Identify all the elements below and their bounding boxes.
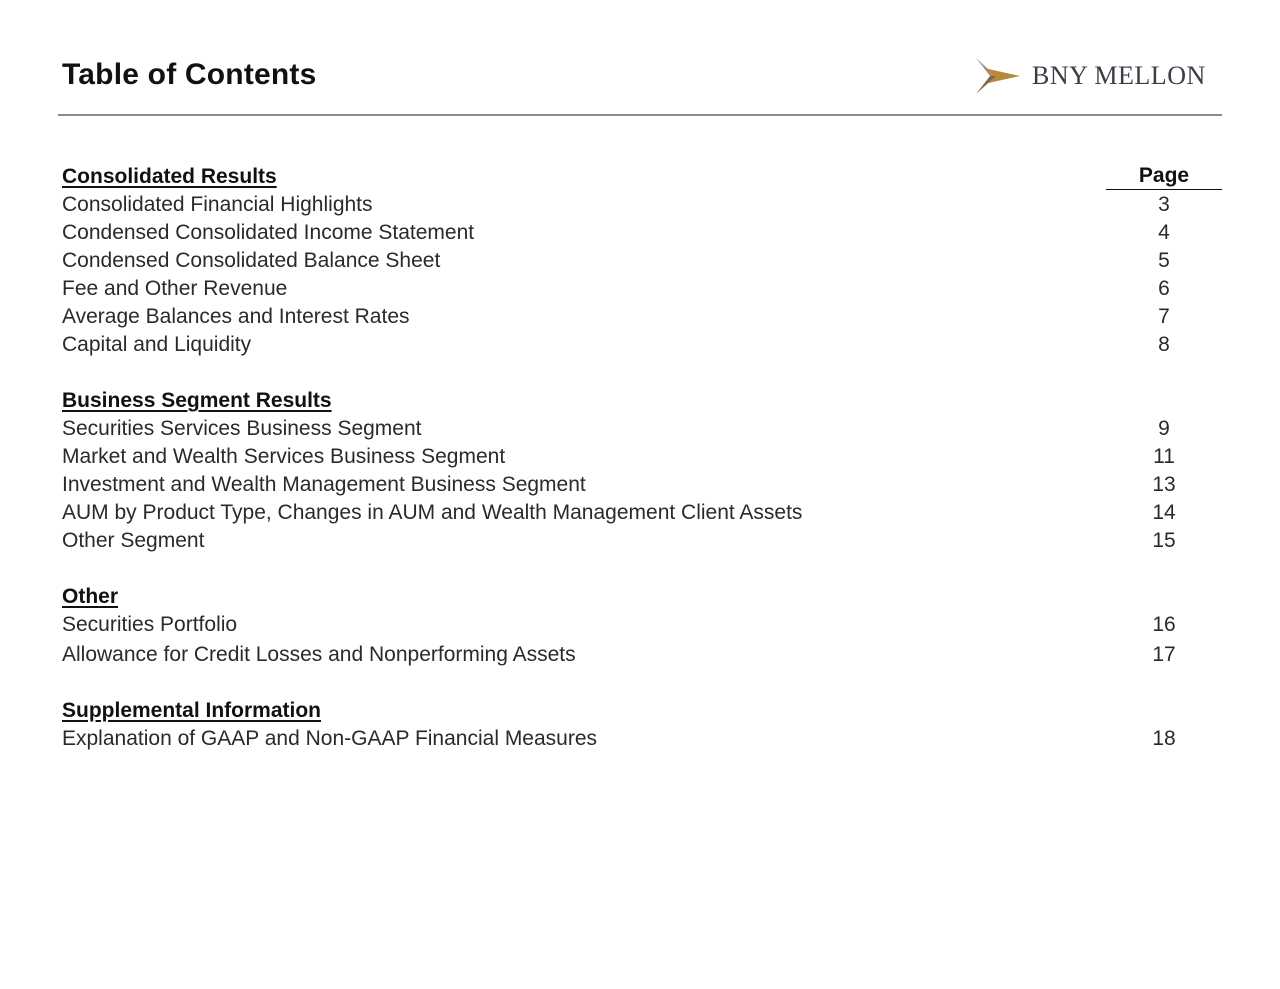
page-title: Table of Contents (62, 58, 317, 91)
toc-entry-page: 5 (1158, 249, 1170, 272)
toc-entry-page: 9 (1158, 417, 1170, 440)
table-of-contents (62, 163, 1222, 753)
section-heading-business-segment-results (62, 387, 1222, 415)
toc-entry-title[interactable]: Securities Portfolio (62, 613, 238, 636)
toc-entry-title[interactable]: Other Segment (62, 529, 205, 552)
toc-entry[interactable] (62, 499, 1222, 527)
toc-entry[interactable] (62, 641, 1222, 669)
section-spacer (62, 359, 1222, 387)
section-title[interactable]: Business Segment Results (62, 389, 332, 412)
toc-entry-title[interactable]: Condensed Consolidated Income Statement (62, 221, 475, 244)
toc-entry-title[interactable]: Capital and Liquidity (62, 333, 252, 356)
toc-entry-page: 15 (1152, 529, 1176, 552)
section-heading-consolidated-results (62, 163, 1222, 191)
toc-entry-page: 8 (1158, 333, 1170, 356)
toc-entry-page: 14 (1152, 501, 1176, 524)
section-title[interactable]: Consolidated Results (62, 165, 277, 188)
toc-entry-title[interactable]: Explanation of GAAP and Non-GAAP Financial Measures (62, 727, 598, 750)
bny-mellon-logo-icon (974, 56, 1022, 96)
toc-entry[interactable] (62, 611, 1222, 639)
toc-entry-title[interactable]: Average Balances and Interest Rates (62, 305, 410, 328)
toc-entry[interactable] (62, 219, 1222, 247)
toc-entry-title[interactable]: Consolidated Financial Highlights (62, 193, 373, 216)
toc-entry[interactable] (62, 725, 1222, 753)
toc-entry-page: 16 (1152, 613, 1176, 636)
company-logo (974, 56, 1214, 96)
section-heading-supplemental-information (62, 697, 1222, 725)
toc-entry-title[interactable]: Condensed Consolidated Balance Sheet (62, 249, 441, 272)
toc-entry[interactable] (62, 471, 1222, 499)
toc-entry[interactable] (62, 191, 1222, 219)
logo-wordmark: BNY MELLON (1032, 61, 1206, 90)
toc-entry-title[interactable]: Allowance for Credit Losses and Nonperforming Assets (62, 643, 576, 666)
section-heading-other (62, 583, 1222, 611)
page-column-header: Page (1106, 163, 1222, 190)
section-title[interactable]: Other (62, 585, 119, 608)
toc-entry-page: 18 (1152, 727, 1176, 750)
toc-entry-title[interactable]: Market and Wealth Services Business Segment (62, 445, 506, 468)
toc-entry-page: 3 (1158, 193, 1170, 216)
toc-entry-title[interactable]: Fee and Other Revenue (62, 277, 288, 300)
section-spacer (62, 669, 1222, 697)
toc-entry[interactable] (62, 275, 1222, 303)
toc-entry-page: 4 (1158, 221, 1170, 244)
toc-entry-title[interactable]: Securities Services Business Segment (62, 417, 422, 440)
toc-entry[interactable] (62, 303, 1222, 331)
toc-entry[interactable] (62, 443, 1222, 471)
toc-entry-page: 13 (1152, 473, 1176, 496)
section-spacer (62, 555, 1222, 583)
toc-entry-page: 11 (1153, 445, 1175, 468)
toc-entry-page: 7 (1158, 305, 1170, 328)
toc-entry[interactable] (62, 247, 1222, 275)
toc-entry[interactable] (62, 415, 1222, 443)
toc-entry[interactable] (62, 331, 1222, 359)
toc-entry-page: 17 (1152, 643, 1176, 666)
toc-entry-title[interactable]: Investment and Wealth Management Business Segment (62, 473, 586, 496)
header-divider (58, 114, 1222, 116)
section-title[interactable]: Supplemental Information (62, 699, 322, 722)
toc-entry-title[interactable]: AUM by Product Type, Changes in AUM and Wealth Management Client Assets (62, 501, 803, 524)
toc-entry[interactable] (62, 527, 1222, 555)
toc-entry-page: 6 (1158, 277, 1170, 300)
